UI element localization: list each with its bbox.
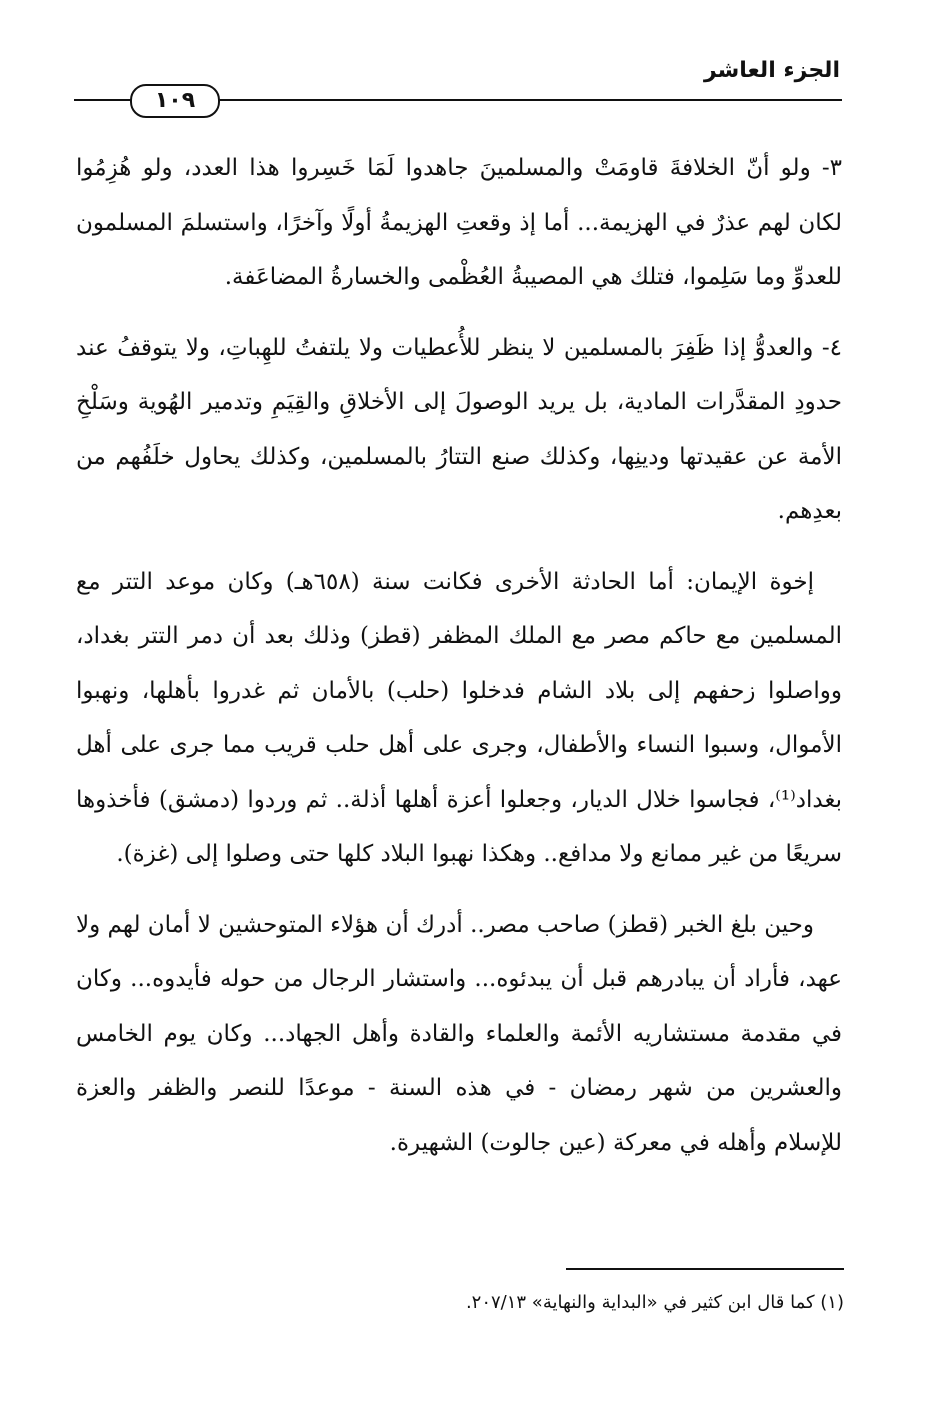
- paragraph-qutuz: وحين بلغ الخبر (قطز) صاحب مصر.. أدرك أن هؤلاء المتوحشين لا أمان لهم ولا عهد، فأراد أن يبادرهم قبل أن يبدئوه... واستشار الرجال من حوله فأيدوه... وكان في مقدمة مستشاريه الأئمة والعلماء والقادة وأهل الجهاد... وكان يوم الخامس والعشرين من شهر رمضان - في هذه السنة - موعدًا للنصر والظفر والعزة للإسلام وأهله في معركة (عين جالوت) الشهيرة.: [76, 911, 842, 1156]
- body-text: [76, 141, 842, 1186]
- page-number: ١٠٩: [130, 84, 220, 118]
- paragraph-point-3: ٣- ولو أنّ الخلافةَ قاومَتْ والمسلمينَ جاهدوا لَمَا خَسِروا هذا العدد، ولو هُزِمُوا لكان لهم عذرٌ في الهزيمة... أما إذ وقعتِ الهزيمةُ أولًا وآخرًا، واستسلمَ المسلمون للعدوِّ وما سَلِموا، فتلك هي المصيبةُ العُظْمى والخسارةُ المضاعَفة.: [76, 155, 842, 290]
- footnote-rule: [566, 1268, 844, 1270]
- footnote: (١) كما قال ابن كثير في «البداية والنهاية» ٢٠٧/١٣.: [465, 1292, 844, 1313]
- paragraph-point-4: ٤- والعدوُّ إذا ظَفِرَ بالمسلمين لا ينظر للأُعطيات ولا يلتفتُ للهِباتِ، ولا يتوقفُ عند حدودِ المقدَّرات المادية، بل يريد الوصولَ إلى الأخلاقِ والقِيَمِ وتدمير الهُوية وسَلْخِ الأمة عن عقيدتها ودينِها، وكذلك صنع التتارُ بالمسلمين، وكذلك يحاول خلَفُهم من بعدِهم.: [76, 334, 842, 524]
- paragraph-ikhwat-al-iman: إخوة الإيمان: أما الحادثة الأخرى فكانت سنة (٦٥٨هـ) وكان موعد التتر مع المسلمين مع حاكم مصر مع الملك المظفر (قطز) وذلك بعد أن دمر التتر بغداد، وواصلوا زحفهم إلى بلاد الشام فدخلوا (حلب) بالأمان ثم غدروا بأهلها، ونهبوا الأموال، وسبوا النساء والأطفال، وجرى على أهل حلب قريب مما جرى على أهل بغداد⁽¹⁾، فجاسوا خلال الديار، وجعلوا أعزة أهلها أذلة.. ثم وردوا (دمشق) فأخذوها سريعًا من غير ممانع ولا مدافع.. وهكذا نهبوا البلاد كلها حتى وصلوا إلى (غزة).: [76, 568, 842, 867]
- running-title: الجزء العاشر: [703, 58, 840, 83]
